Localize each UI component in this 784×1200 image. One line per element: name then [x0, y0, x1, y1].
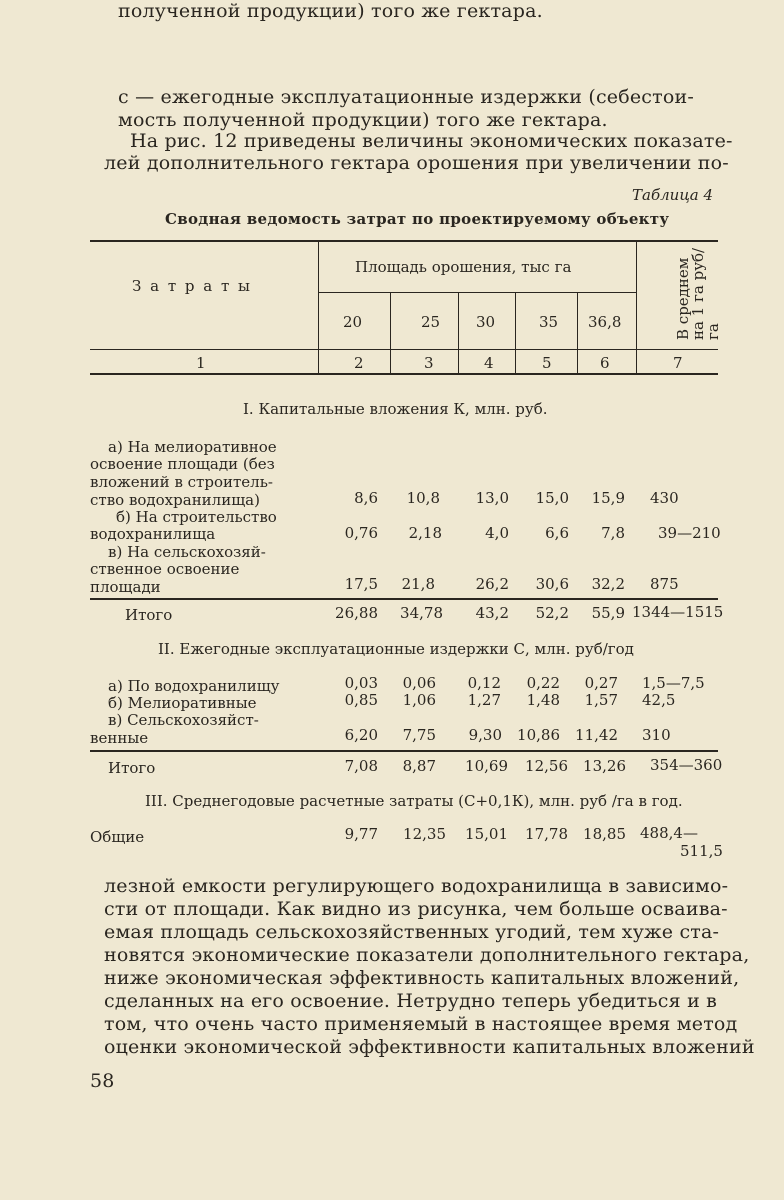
s2-row-a-v6: 1,5—7,5	[642, 674, 705, 692]
s2-row-b-label: б) Мелиоративные	[108, 694, 257, 712]
outro-line-6: сделанных на его освоение. Нетрудно теперь убедиться и в	[104, 990, 718, 1012]
area-col-div-4	[577, 292, 578, 374]
s1-row-c-v4: 30,6	[535, 575, 569, 593]
s1-row-c-label-1: в) На сельскохозяй-	[108, 543, 266, 561]
s2-row-b-v1: 0,85	[344, 691, 378, 709]
s1-row-c-v2: 21,8	[401, 575, 435, 593]
header-bottom-rule	[90, 349, 718, 350]
s2-row-c-v4: 10,86	[517, 726, 560, 744]
s1-row-c-label-2: ственное освоение	[90, 560, 240, 578]
outro-line-2: сти от площади. Как видно из рисунка, чем больше осваива-	[104, 898, 728, 920]
outro-line-1: лезной емкости регулирующего водохранилища в зависимо-	[104, 875, 729, 897]
outro-line-7: том, что очень часто применяемый в настоящее время метод	[104, 1013, 738, 1035]
s2-row-a-v2: 0,06	[402, 674, 436, 692]
s2-row-b-v3: 1,27	[467, 691, 501, 709]
s1-row-a-label-4: ство водохранилища)	[90, 491, 260, 509]
s1-row-b-v5: 7,8	[601, 524, 625, 542]
col-num-6: 6	[600, 354, 610, 372]
s2-total-v6: 354—360	[650, 756, 723, 774]
s2-row-a-v1: 0,03	[344, 674, 378, 692]
s2-row-b-v6: 42,5	[642, 691, 676, 709]
header-area-25: 25	[421, 313, 441, 331]
section-3-title: III. Среднегодовые расчетные затраты (С+0,1К), млн. руб /га в год.	[145, 792, 683, 810]
s2-total-rule	[90, 750, 718, 752]
table-label: Таблица 4	[632, 186, 714, 204]
s1-total-v1: 26,88	[335, 604, 378, 622]
s3-row-v1: 9,77	[344, 825, 378, 843]
header-area-368: 36,8	[588, 313, 622, 331]
s1-row-c-v5: 32,2	[591, 575, 625, 593]
text-line-1: c — ежегодные эксплуатационные издержки (себестои-	[118, 86, 694, 108]
s2-total-v3: 10,69	[465, 757, 508, 775]
section-2-title: II. Ежегодные эксплуатационные издержки С, млн. руб/год	[158, 640, 634, 658]
s1-row-a-label-1: а) На мелиоративное	[108, 438, 277, 456]
s2-row-a-v5: 0,27	[584, 674, 618, 692]
s1-row-a-v1: 8,6	[354, 489, 378, 507]
outro-line-4: новятся экономические показатели дополнительного гектара,	[104, 944, 750, 966]
s1-row-b-v1: 0,76	[344, 524, 378, 542]
header-divider-1	[318, 240, 319, 374]
s2-row-c-v1: 6,20	[344, 726, 378, 744]
s2-row-a-label: а) По водохранилищу	[108, 677, 280, 695]
numbers-bottom-rule	[90, 373, 718, 375]
s1-row-c-v3: 26,2	[475, 575, 509, 593]
text-line-0: полученной продукции) того же гектара.	[118, 0, 543, 22]
s1-total-label: Итого	[125, 606, 173, 624]
s1-row-c-label-3: площади	[90, 578, 161, 596]
s2-row-c-v6: 310	[642, 726, 671, 744]
header-area: Площадь орошения, тыс га	[355, 258, 572, 276]
s3-row-label: Общие	[90, 828, 145, 846]
section-1-title: I. Капитальные вложения К, млн. руб.	[243, 400, 548, 418]
area-subheader-rule	[318, 292, 636, 293]
col-num-2: 2	[354, 354, 364, 372]
s1-row-a-label-3: вложений в строитель-	[90, 473, 273, 491]
s1-row-b-label-1: б) На строительство	[116, 508, 277, 526]
s2-total-label: Итого	[108, 759, 156, 777]
s3-row-v4: 17,78	[525, 825, 568, 843]
s1-row-c-v6: 875	[650, 575, 679, 593]
s2-total-v2: 8,87	[402, 757, 436, 775]
s1-row-b-v2: 2,18	[408, 524, 442, 542]
table-caption: Сводная ведомость затрат по проектируемому объекту	[165, 210, 670, 228]
text-line-2: мость полученной продукции) того же гектара.	[118, 109, 608, 131]
table-top-rule	[90, 240, 718, 242]
s1-total-v4: 52,2	[535, 604, 569, 622]
s2-total-v4: 12,56	[525, 757, 568, 775]
col-num-3: 3	[424, 354, 434, 372]
s2-row-c-label-2: венные	[90, 729, 149, 747]
area-col-div-2	[458, 292, 459, 374]
header-divider-2	[636, 240, 637, 374]
s1-row-a-v4: 15,0	[535, 489, 569, 507]
s1-row-b-label-2: водохранилища	[90, 525, 216, 543]
s2-total-v1: 7,08	[344, 757, 378, 775]
s1-row-a-v5: 15,9	[591, 489, 625, 507]
header-area-35: 35	[539, 313, 559, 331]
header-area-20: 20	[343, 313, 363, 331]
col-num-4: 4	[484, 354, 494, 372]
col-num-1: 1	[196, 354, 206, 372]
header-area-30: 30	[476, 313, 496, 331]
s1-row-a-label-2: освоение площади (без	[90, 455, 275, 473]
s1-row-a-v6: 430	[650, 489, 679, 507]
s1-row-b-v4: 6,6	[545, 524, 569, 542]
header-avg: В среднем на 1 га руб/га	[674, 247, 722, 340]
s1-total-v6: 1344—1515	[632, 603, 724, 621]
s1-total-v5: 55,9	[591, 604, 625, 622]
col-num-7: 7	[673, 354, 683, 372]
col-num-5: 5	[542, 354, 552, 372]
s3-row-v5: 18,85	[583, 825, 626, 843]
s2-row-c-v5: 11,42	[575, 726, 618, 744]
s1-row-b-v6: 39—210	[658, 524, 721, 542]
s2-row-b-v5: 1,57	[584, 691, 618, 709]
s1-total-v2: 34,78	[400, 604, 443, 622]
s2-row-b-v2: 1,06	[402, 691, 436, 709]
s1-row-a-v2: 10,8	[406, 489, 440, 507]
outro-line-3: емая площадь сельскохозяйственных угодий, тем хуже ста-	[104, 921, 720, 943]
page-number: 58	[90, 1070, 115, 1092]
s2-total-v5: 13,26	[583, 757, 626, 775]
s3-row-v6: 488,4—	[640, 824, 698, 842]
s1-row-a-v3: 13,0	[475, 489, 509, 507]
s2-row-c-label-1: в) Сельскохозяйст-	[108, 711, 259, 729]
s1-row-b-v3: 4,0	[485, 524, 509, 542]
outro-line-8: оценки экономической эффективности капитальных вложений	[104, 1036, 755, 1058]
text-line-4: лей дополнительного гектара орошения при увеличении по-	[104, 152, 729, 174]
text-line-3: На рис. 12 приведены величины экономических показате-	[130, 130, 733, 152]
s1-row-c-v1: 17,5	[344, 575, 378, 593]
s2-row-b-v4: 1,48	[526, 691, 560, 709]
area-col-div-3	[515, 292, 516, 374]
area-col-div-1	[390, 292, 391, 374]
s3-row-v6-cont: 511,5	[680, 842, 723, 860]
header-costs: З а т р а т ы	[132, 277, 252, 295]
s2-row-a-v4: 0,22	[526, 674, 560, 692]
s3-row-v2: 12,35	[403, 825, 446, 843]
s1-total-v3: 43,2	[475, 604, 509, 622]
s2-row-c-v2: 7,75	[402, 726, 436, 744]
s3-row-v3: 15,01	[465, 825, 508, 843]
s2-row-c-v3: 9,30	[468, 726, 502, 744]
s1-total-rule	[90, 598, 718, 600]
s2-row-a-v3: 0,12	[467, 674, 501, 692]
outro-line-5: ниже экономическая эффективность капитальных вложений,	[104, 967, 740, 989]
